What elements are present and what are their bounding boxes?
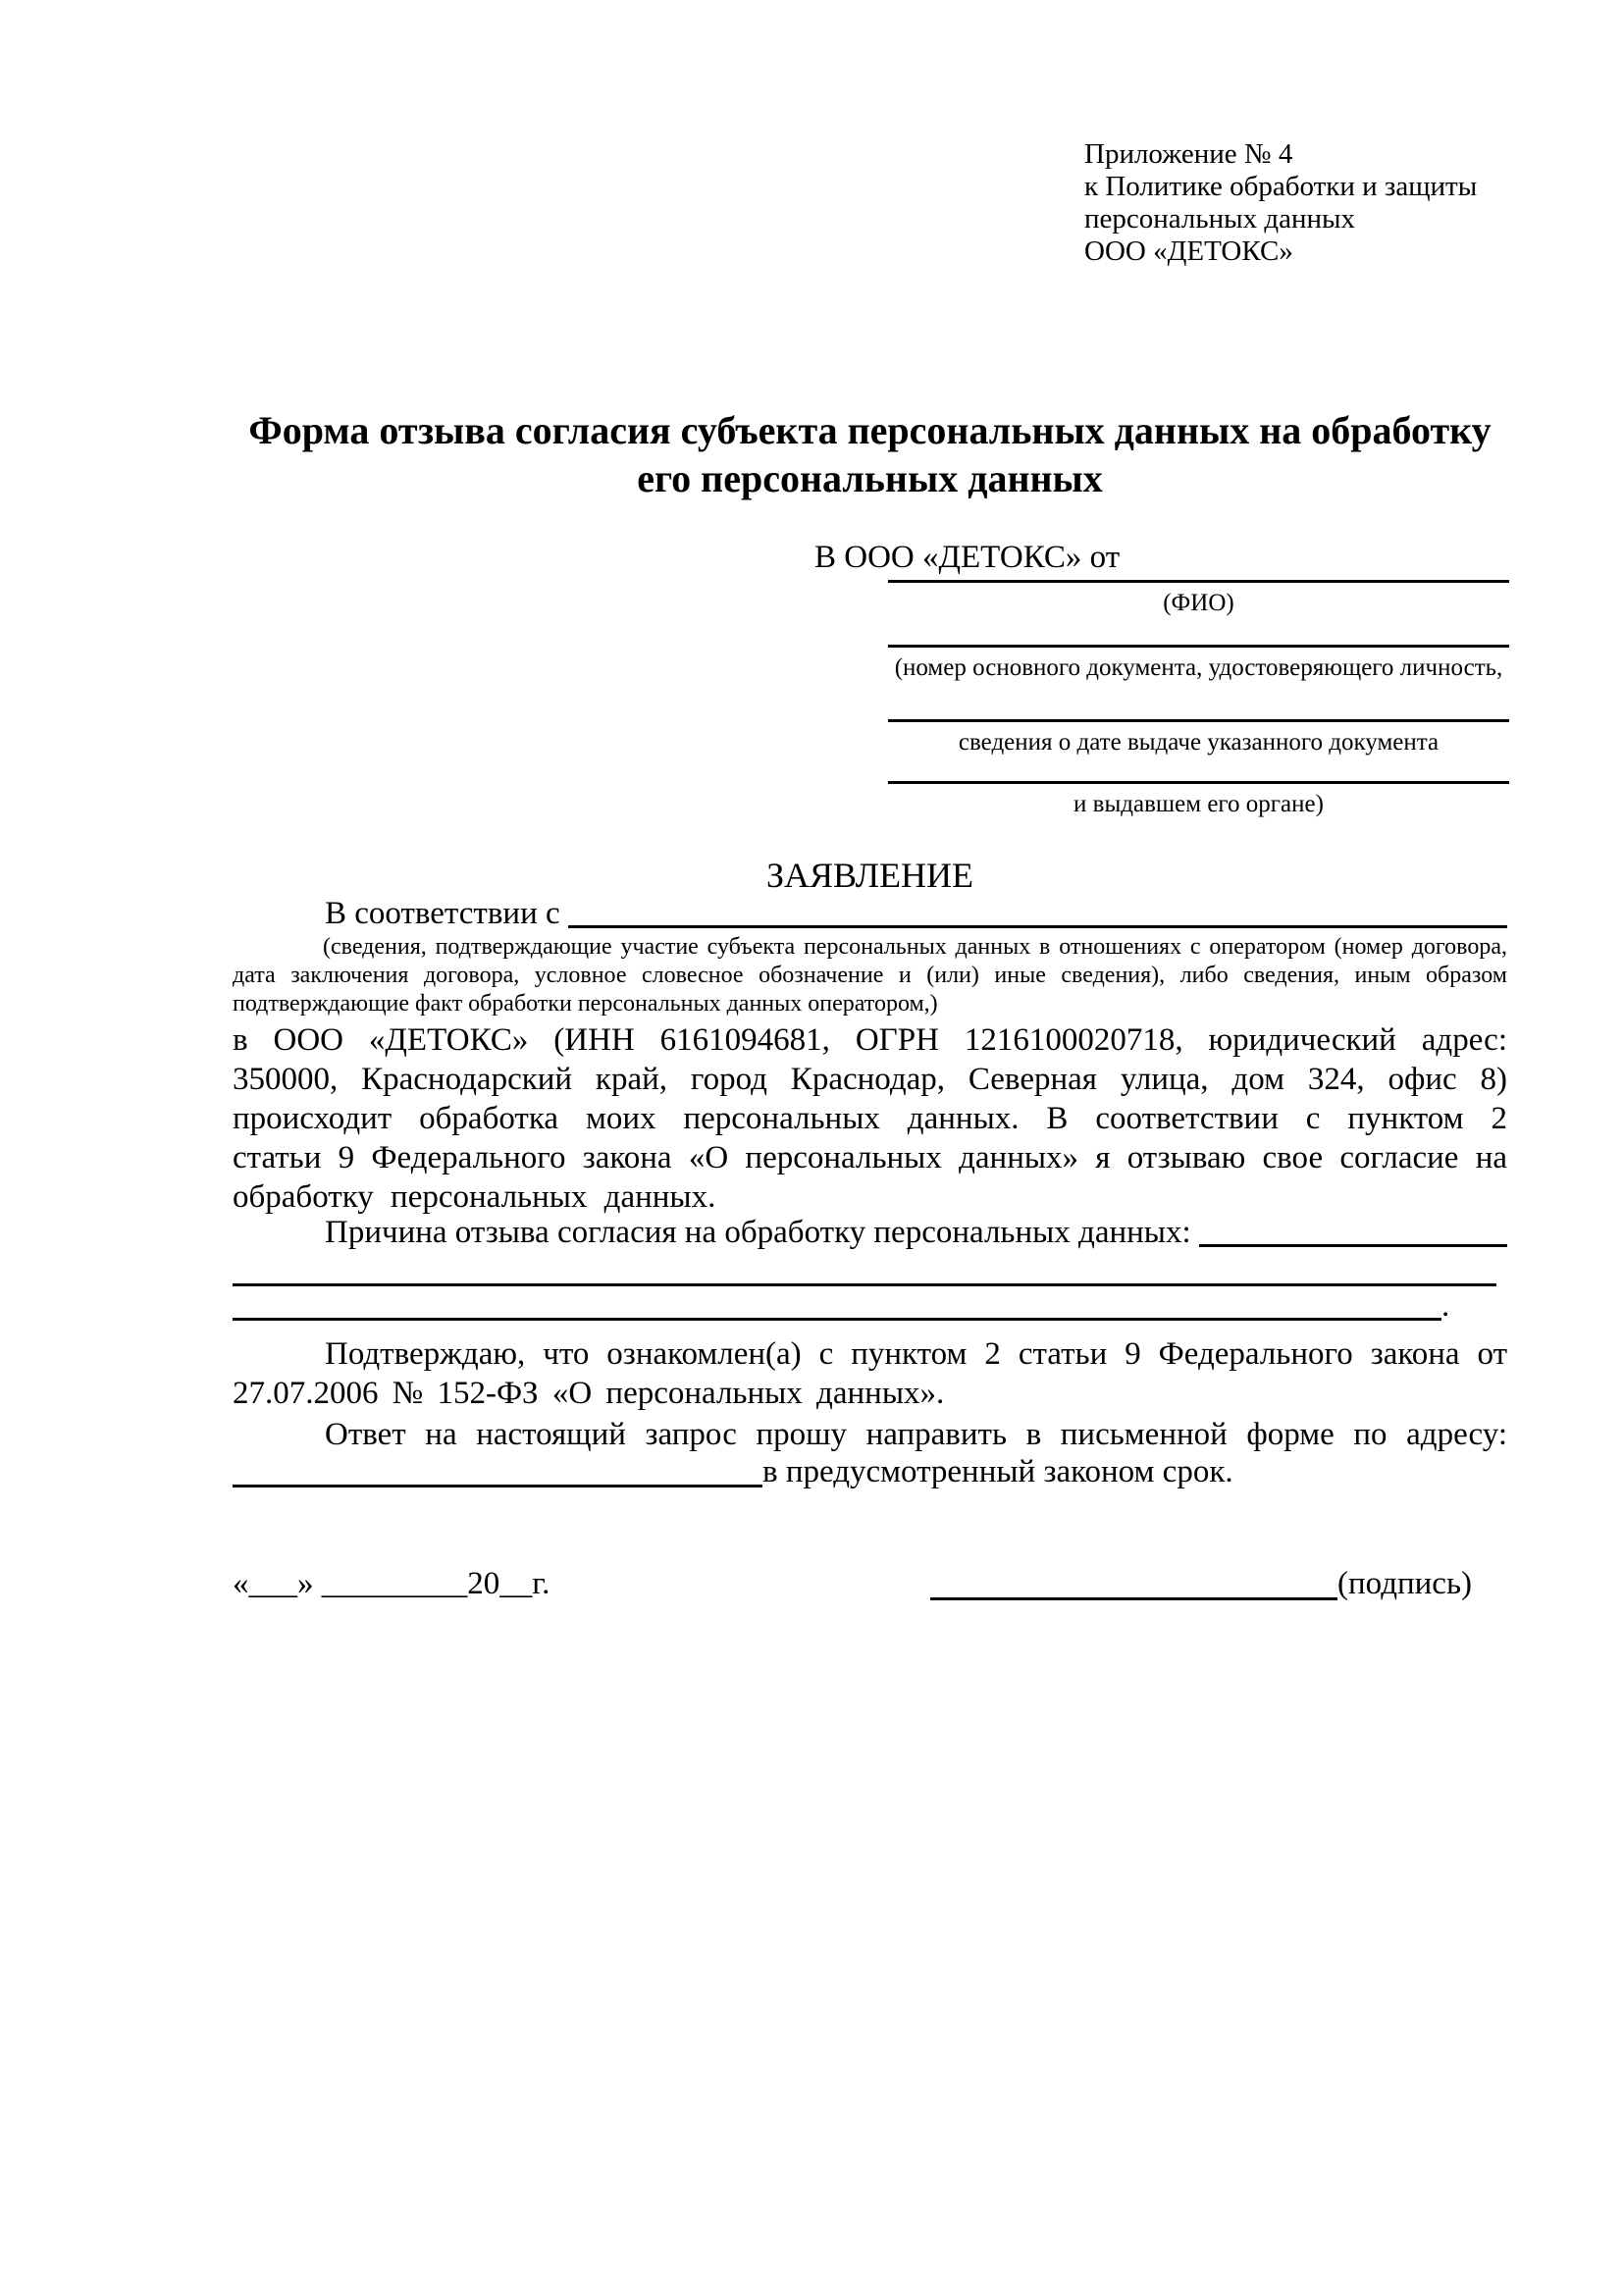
signature-input-line[interactable]: [930, 1564, 1337, 1600]
issue-date-input-line[interactable]: [888, 719, 1509, 722]
appendix-line: Приложение № 4: [1084, 138, 1293, 170]
basis-note: (сведения, подтверждающие участие субъекта персональных данных в отношениях с оператором (номер договора, дата заключения договора, условное словесное обозначение и (или) иные сведения), либо сведения, иным образом подтверждающие факт обработки персональных данных оператором,): [233, 934, 1507, 1017]
address-input-line[interactable]: [233, 1454, 762, 1487]
signature-caption: (подпись): [1337, 1566, 1472, 1601]
issuing-authority-input-line[interactable]: [888, 781, 1509, 784]
appendix-line: ООО «ДЕТОКС»: [1084, 235, 1293, 267]
in-accordance-label: В соответствии с: [325, 896, 560, 931]
reason-input-line-2[interactable]: [233, 1283, 1496, 1286]
fio-caption: (ФИО): [1163, 590, 1234, 616]
issue-date-caption: сведения о дате выдаче указанного документа: [958, 729, 1440, 756]
reply-address-paragraph: Ответ на настоящий запрос прошу направить в письменной форме по адресу:: [325, 1417, 1507, 1452]
statement-heading: ЗАЯВЛЕНИЕ: [765, 856, 974, 895]
reply-tail-row: [233, 1454, 1507, 1490]
reason-end-period: .: [1441, 1288, 1450, 1324]
recipient-line: В ООО «ДЕТОКС» от: [814, 540, 1121, 575]
reason-row: [233, 1215, 1507, 1250]
reply-tail: в предусмотренный законом срок.: [762, 1454, 1233, 1489]
reason-input-line-3[interactable]: [233, 1288, 1441, 1321]
reason-input-line-3-row: [233, 1288, 1507, 1324]
reason-input-line[interactable]: [1199, 1215, 1507, 1247]
basis-input-line[interactable]: [568, 896, 1507, 928]
appendix-header: [1084, 138, 1477, 268]
issuing-authority-caption: и выдавшем его органе): [1073, 791, 1324, 817]
appendix-line: к Политике обработки и защиты: [1084, 171, 1478, 202]
basis-row: [233, 896, 1507, 931]
date-field[interactable]: «___» _________20__г.: [233, 1566, 550, 1601]
appendix-line: персональных данных: [1084, 203, 1356, 235]
document-number-caption: (номер основного документа, удостоверяющего личность,: [894, 654, 1503, 681]
form-title: Форма отзыва согласия субъекта персональных данных на обработку его персональных данных: [248, 408, 1492, 500]
fio-input-line[interactable]: [888, 580, 1509, 583]
statement-body: в ООО «ДЕТОКС» (ИНН 6161094681, ОГРН 1216100020718, юридический адрес: 350000, Краснодарский край, город Краснодар, Северная улица, дом 324, офис 8) происходит обработка моих персональных данных. В соответствии с пунктом 2 статьи 9 Федерального закона «О персональных данных» я отзываю свое согласие на обработку персональных данных.: [233, 1022, 1507, 1215]
reason-label: Причина отзыва согласия на обработку персональных данных:: [325, 1215, 1191, 1250]
confirmation-paragraph: Подтверждаю, что ознакомлен(а) с пунктом 2 статьи 9 Федерального закона от 27.07.2006 № 152-ФЗ «О персональных данных».: [233, 1336, 1507, 1411]
signature-group: [930, 1564, 1472, 1603]
document-number-input-line[interactable]: [888, 645, 1509, 648]
footer-row: [233, 1564, 1507, 1603]
